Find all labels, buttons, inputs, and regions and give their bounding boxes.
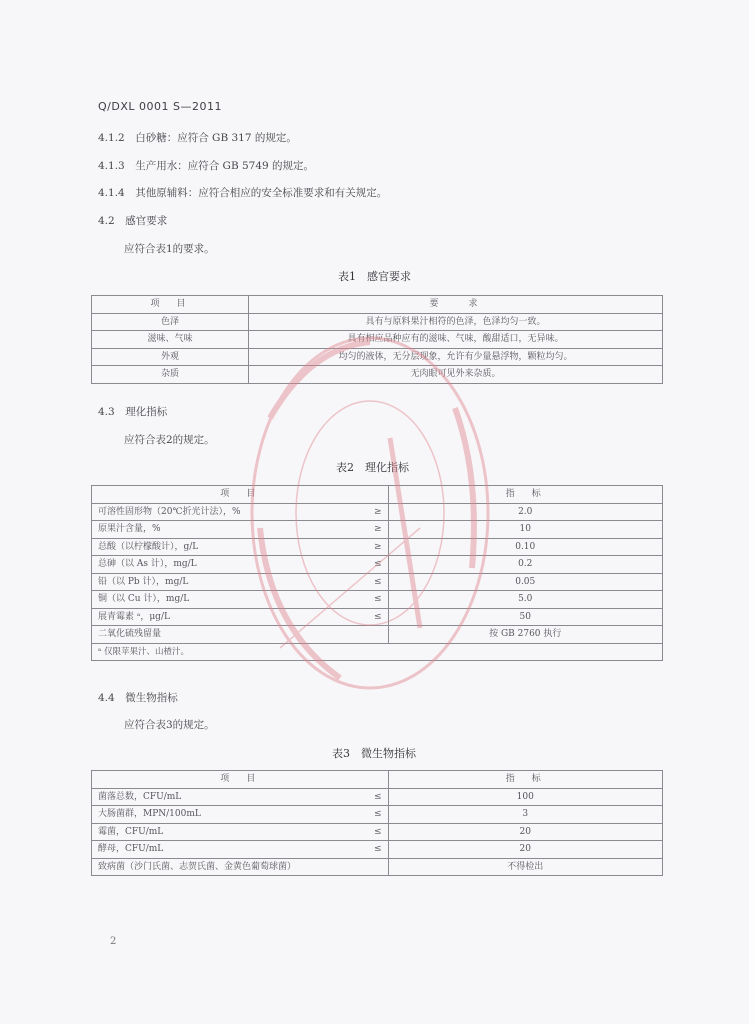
- value-cell: 100: [388, 788, 663, 806]
- item-cell: 滋味、气味: [92, 331, 249, 349]
- requirement-cell: 均匀的液体，无分层现象，允许有少量悬浮物，颗粒均匀。: [249, 348, 663, 366]
- item-cell: 铅（以 Pb 计），mg/L: [92, 573, 336, 591]
- table-row: [92, 331, 663, 349]
- value-cell: 不得检出: [388, 858, 663, 876]
- item-cell: 二氧化硫残留量: [92, 626, 336, 644]
- table-header-cell: 项 目: [92, 771, 389, 789]
- comparator-cell: ≤: [336, 591, 389, 609]
- standard-number: Q/DXL 0001 S—2011: [98, 100, 222, 113]
- comparator-cell: ≤: [336, 806, 389, 824]
- table-row: [92, 313, 663, 331]
- item-cell: 展青霉素 ᵃ，μg/L: [92, 608, 336, 626]
- table-row: [92, 626, 663, 644]
- table-row: [92, 348, 663, 366]
- table-header-cell: 指 标: [388, 486, 663, 504]
- sensory-table: [91, 295, 663, 384]
- comparator-cell: ≥: [336, 538, 389, 556]
- table-row: [92, 858, 663, 876]
- page-number: 2: [110, 936, 117, 947]
- item-cell: 铜（以 Cu 计），mg/L: [92, 591, 336, 609]
- table-header-cell: 要 求: [249, 296, 663, 314]
- item-cell: 大肠菌群，MPN/100mL: [92, 806, 336, 824]
- table-row: [92, 538, 663, 556]
- table-header-cell: 指 标: [388, 771, 663, 789]
- requirement-cell: 具有相应品种应有的滋味、气味，酸甜适口，无异味。: [249, 331, 663, 349]
- item-cell: 酵母，CFU/mL: [92, 841, 336, 859]
- table-row: [92, 521, 663, 539]
- item-cell: 菌落总数，CFU/mL: [92, 788, 336, 806]
- table-row: [92, 788, 663, 806]
- clause-4-4-text: 应符合表3的规定。: [124, 719, 215, 731]
- table-row: [92, 841, 663, 859]
- comparator-cell: ≥: [336, 521, 389, 539]
- table-header-cell: 项 目: [92, 486, 389, 504]
- comparator-cell: ≤: [336, 573, 389, 591]
- clause-4-4-heading: 4.4 微生物指标: [98, 692, 178, 704]
- value-cell: 50: [388, 608, 663, 626]
- item-cell: 原果汁含量，%: [92, 521, 336, 539]
- item-cell: 总砷（以 As 计），mg/L: [92, 556, 336, 574]
- clause-4-3-text: 应符合表2的规定。: [124, 434, 215, 446]
- table-row: [92, 366, 663, 384]
- comparator-cell: ≤: [336, 788, 389, 806]
- value-cell: 0.2: [388, 556, 663, 574]
- table-footnote: ᵃ 仅限苹果汁、山楂汁。: [92, 643, 663, 661]
- table-row: [92, 503, 663, 521]
- table-row: [92, 823, 663, 841]
- comparator-cell: ≤: [336, 608, 389, 626]
- table-row: [92, 573, 663, 591]
- comparator-cell: ≥: [336, 503, 389, 521]
- table1-caption: 表1 感官要求: [338, 270, 411, 283]
- clause-4-2-text: 应符合表1的要求。: [124, 243, 215, 255]
- value-cell: 5.0: [388, 591, 663, 609]
- item-cell: 可溶性固形物（20℃折光计法），%: [92, 503, 336, 521]
- table-row: [92, 556, 663, 574]
- comparator-cell: ≤: [336, 556, 389, 574]
- physicochemical-table: [91, 485, 663, 661]
- table3-caption: 表3 微生物指标: [332, 747, 416, 760]
- item-cell: 色泽: [92, 313, 249, 331]
- table2-caption: 表2 理化指标: [336, 461, 409, 474]
- value-cell: 2.0: [388, 503, 663, 521]
- clause-4-3-heading: 4.3 理化指标: [98, 406, 168, 418]
- value-cell: 10: [388, 521, 663, 539]
- table-row: [92, 608, 663, 626]
- table-header-row: [92, 771, 663, 789]
- requirement-cell: 具有与原料果汁相符的色泽，色泽均匀一致。: [249, 313, 663, 331]
- value-cell: 20: [388, 841, 663, 859]
- item-cell: 外观: [92, 348, 249, 366]
- value-cell: 0.05: [388, 573, 663, 591]
- table-header-row: [92, 486, 663, 504]
- item-cell: 致病菌（沙门氏菌、志贺氏菌、金黄色葡萄球菌）: [92, 858, 389, 876]
- microbiological-table: [91, 770, 663, 876]
- comparator-cell: ≤: [336, 841, 389, 859]
- table-row: [92, 591, 663, 609]
- item-cell: 杂质: [92, 366, 249, 384]
- clause-4-1-2: 4.1.2 白砂糖：应符合 GB 317 的规定。: [98, 132, 297, 144]
- value-cell: 20: [388, 823, 663, 841]
- item-cell: 总酸（以柠檬酸计），g/L: [92, 538, 336, 556]
- table-header-row: [92, 296, 663, 314]
- clause-4-1-4: 4.1.4 其他原辅料：应符合相应的安全标准要求和有关规定。: [98, 187, 388, 199]
- value-cell: 0.10: [388, 538, 663, 556]
- page-edge: [749, 0, 755, 1024]
- table-footnote-row: [92, 643, 663, 661]
- value-cell: 3: [388, 806, 663, 824]
- clause-4-1-3: 4.1.3 生产用水：应符合 GB 5749 的规定。: [98, 160, 315, 172]
- item-cell: 霉菌，CFU/mL: [92, 823, 336, 841]
- table-header-cell: 项 目: [92, 296, 249, 314]
- clause-4-2-heading: 4.2 感官要求: [98, 215, 168, 227]
- comparator-cell: [336, 626, 389, 644]
- value-cell: 按 GB 2760 执行: [388, 626, 663, 644]
- table-row: [92, 806, 663, 824]
- requirement-cell: 无肉眼可见外来杂质。: [249, 366, 663, 384]
- comparator-cell: ≤: [336, 823, 389, 841]
